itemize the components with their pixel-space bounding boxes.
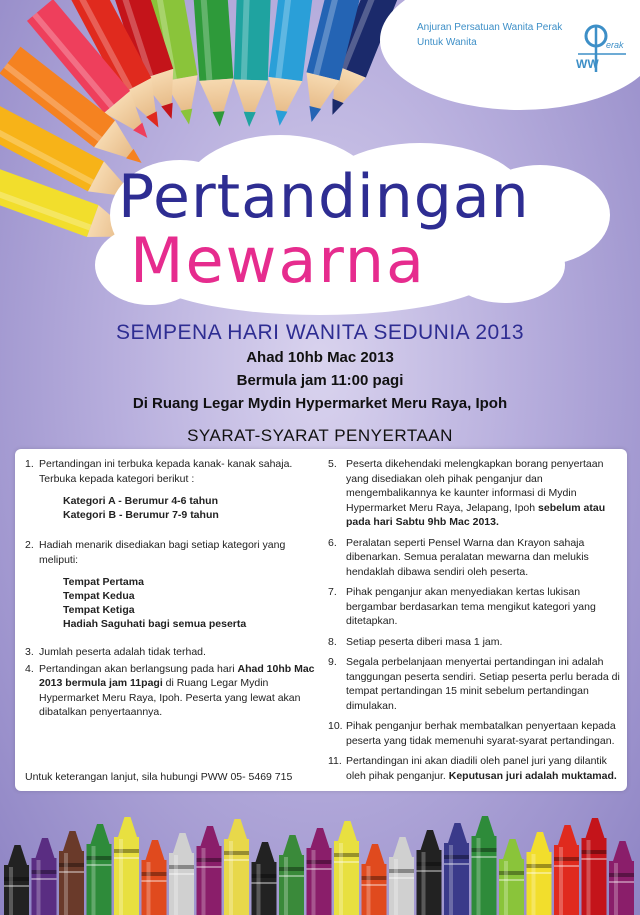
crayon <box>582 818 607 915</box>
event-subtitle: SEMPENA HARI WANITA SEDUNIA 2013 <box>115 321 525 344</box>
crayon <box>417 830 442 915</box>
crayon <box>59 831 84 915</box>
rules-left-column <box>25 457 315 726</box>
crayon <box>279 835 304 915</box>
crayon <box>169 833 194 915</box>
rule-text: Jumlah peserta adalah tidak terhad. <box>39 646 206 658</box>
rule-text: Pihak penganjur berhak membatalkan penyertaan kepada peserta yang tidak memenuhi syarat-syarat pertandingan. <box>346 720 616 747</box>
rule-item <box>328 457 620 530</box>
rules-right-column <box>328 457 620 789</box>
rule-number: 8. <box>328 635 337 648</box>
rule-text: Pertandingan ini akan diadili oleh panel juri yang dilantik oleh pihak penganjur. Keputusan juri adalah muktamad. <box>346 755 617 782</box>
rule-number: 10. <box>328 720 343 732</box>
rule-number: 3. <box>25 646 34 658</box>
crayon <box>389 837 414 915</box>
crayon <box>499 839 524 915</box>
rule-item <box>25 457 315 486</box>
crayons-illustration <box>0 795 640 915</box>
rule-text: Peralatan seperti Pensel Warna dan Krayon sahaja dibenarkan. Semua peralatan mewarna dan melukis hendaklah dibawa sendiri oleh peserta. <box>346 536 589 578</box>
rule-text: Peserta dikehendaki melengkapkan borang penyertaan yang disediakan oleh pihak penganjur dan mengembalikannya ke kaunter informasi di Mydin Hypermarket Meru Raya, Jelapang, Ipoh sebelum atau pada hari Sabtu 9hb Mac 2013. <box>346 458 606 528</box>
logo-text-bottom: WW <box>576 57 599 71</box>
crayon <box>609 841 634 915</box>
rule-item <box>328 754 620 783</box>
rule-item <box>328 585 620 629</box>
crayon <box>307 828 332 915</box>
rule-text: Pertandingan akan berlangsung pada hari Ahad 10hb Mac 2013 bermula jam 11pagi di Ruang Legar Mydin Hypermarket Meru Raya, Ipoh. Peserta yang lewat akan dibatalkan penyertaannya. <box>39 662 315 718</box>
event-venue: Di Ruang Legar Mydin Hypermarket Meru Raya, Ipoh <box>132 395 508 412</box>
prize-item: Hadiah Saguhati bagi semua peserta <box>63 618 247 630</box>
rule-number: 9. <box>328 656 337 668</box>
rule-text: Setiap peserta diberi masa 1 jam. <box>346 635 503 648</box>
event-date: Ahad 10hb Mac 2013 <box>246 349 394 366</box>
rules-panel <box>15 449 627 791</box>
crayon <box>444 823 469 915</box>
crayon <box>362 844 387 915</box>
rule-item <box>328 719 620 748</box>
organizer-line-2: Untuk Wanita <box>417 37 477 48</box>
rules-heading: SYARAT-SYARAT PENYERTAAN <box>187 426 453 445</box>
contact-info: Untuk keterangan lanjut, sila hubungi PWW 05- 5469 715 <box>25 771 293 783</box>
rule-text: Pertandingan ini terbuka kepada kanak- kanak sahaja. Terbuka kepada kategori berikut : <box>39 458 293 485</box>
crayon <box>142 840 167 915</box>
event-time: Bermula jam 11:00 pagi <box>236 372 404 389</box>
prize-item: Tempat Pertama <box>63 576 144 588</box>
crayon <box>334 821 359 915</box>
rule-text: Hadiah menarik disediakan bagi setiap kategori yang meliputi: <box>39 539 286 566</box>
rule-number: 4. <box>25 662 34 675</box>
crayon <box>252 842 277 915</box>
rule-number: 2. <box>25 539 34 551</box>
rule-number: 5. <box>328 458 337 470</box>
crayon <box>114 817 139 915</box>
rule-number: 1. <box>25 458 34 470</box>
rule-item <box>25 538 315 567</box>
crayon <box>472 816 497 915</box>
crayon <box>32 838 57 915</box>
crayon <box>527 832 552 915</box>
title-line-1: Pertandingan <box>118 162 530 232</box>
prize-item: Tempat Kedua <box>63 590 135 602</box>
rule-item <box>328 536 620 580</box>
category-list <box>63 494 315 522</box>
rule-text: Pihak penganjur akan menyediakan kertas lukisan bergambar berdasarkan tema mengikut kategori yang ditetapkan. <box>346 586 596 627</box>
title-line-2: Mewarna <box>130 224 427 297</box>
prize-list <box>63 575 315 631</box>
rule-item <box>328 635 620 650</box>
crayon <box>87 824 112 915</box>
prize-item: Tempat Ketiga <box>63 604 135 616</box>
rule-number: 11. <box>328 755 342 767</box>
crayon <box>197 826 222 915</box>
category-item: Kategori B - Berumur 7-9 tahun <box>63 509 219 521</box>
crayon <box>4 845 29 915</box>
rule-text: Segala perbelanjaan menyertai pertandingan ini adalah tanggungan peserta sendiri. Setiap peserta perlu berada di tempat pertandingan 15 minit sebelum pertandingan dimulakan. <box>346 656 620 712</box>
organizer-line-1: Anjuran Persatuan Wanita Perak <box>417 22 563 33</box>
rule-number: 6. <box>328 536 337 549</box>
crayon <box>224 819 249 915</box>
rule-number: 7. <box>328 586 337 598</box>
rule-item <box>25 645 315 660</box>
category-item: Kategori A - Berumur 4-6 tahun <box>63 495 218 507</box>
rule-item <box>328 655 620 713</box>
organizer-text <box>417 20 587 50</box>
pww-logo-icon <box>574 20 628 74</box>
crayon <box>554 825 579 915</box>
logo-text-top: erak <box>606 40 624 50</box>
rule-item <box>25 662 315 720</box>
